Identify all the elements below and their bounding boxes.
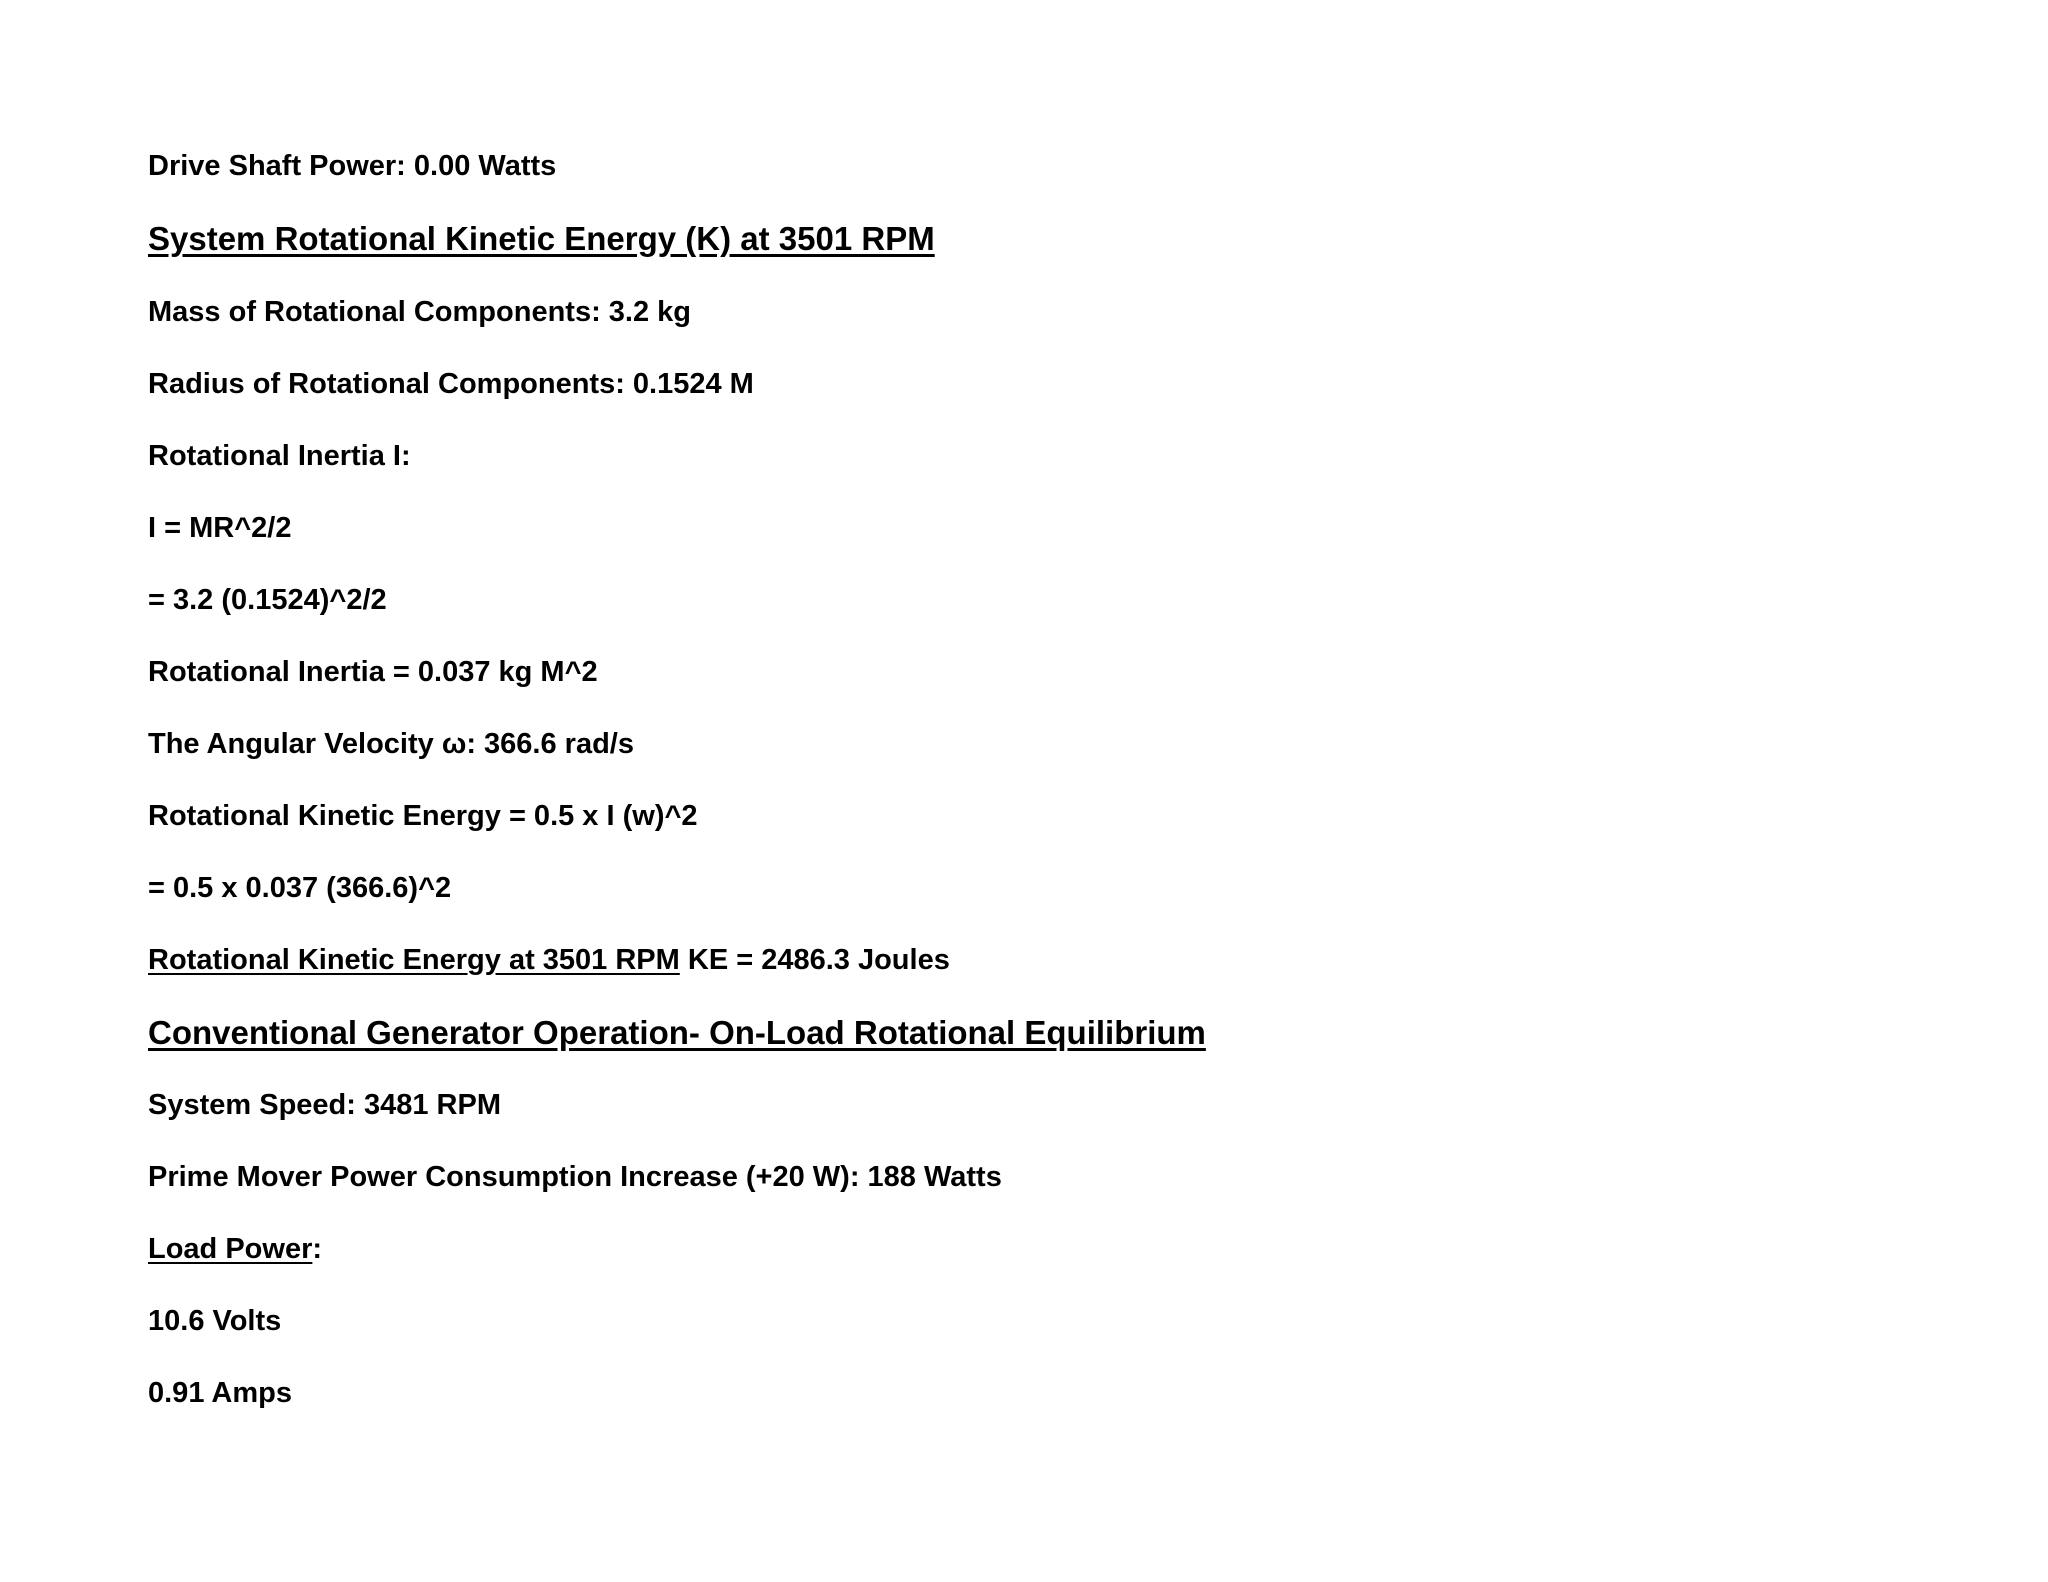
load-power-colon: : <box>312 1233 323 1265</box>
load-power-text: Load Power <box>148 1233 313 1265</box>
section-title-kinetic-energy: System Rotational Kinetic Energy (K) at 3501 RPM <box>148 220 935 257</box>
section-title-generator-operation: Conventional Generator Operation- On-Load Rotational Equilibrium <box>148 1014 1206 1051</box>
prime-mover-power: Prime Mover Power Consumption Increase (+20 W): 188 Watts <box>148 1161 1002 1193</box>
inertia-formula: I = MR^2/2 <box>148 512 292 544</box>
mass-of-components: Mass of Rotational Components: 3.2 kg <box>148 296 691 328</box>
kinetic-energy-result-label: Rotational Kinetic Energy at 3501 RPM <box>148 944 680 976</box>
kinetic-energy-substitution: = 0.5 x 0.037 (366.6)^2 <box>148 872 452 904</box>
kinetic-energy-result <box>148 942 950 978</box>
inertia-result: Rotational Inertia = 0.037 kg M^2 <box>148 656 598 688</box>
kinetic-energy-formula: Rotational Kinetic Energy = 0.5 x I (w)^2 <box>148 800 698 832</box>
load-amps: 0.91 Amps <box>148 1377 292 1409</box>
system-speed: System Speed: 3481 RPM <box>148 1089 501 1121</box>
drive-shaft-power: Drive Shaft Power: 0.00 Watts <box>148 150 557 182</box>
radius-of-components: Radius of Rotational Components: 0.1524 M <box>148 368 754 400</box>
load-power-label <box>148 1231 322 1267</box>
rotational-inertia-label: Rotational Inertia I: <box>148 440 411 472</box>
load-volts: 10.6 Volts <box>148 1305 282 1337</box>
inertia-substitution: = 3.2 (0.1524)^2/2 <box>148 584 387 616</box>
angular-velocity: The Angular Velocity ω: 366.6 rad/s <box>148 728 634 760</box>
kinetic-energy-result-value: KE = 2486.3 Joules <box>679 944 950 976</box>
